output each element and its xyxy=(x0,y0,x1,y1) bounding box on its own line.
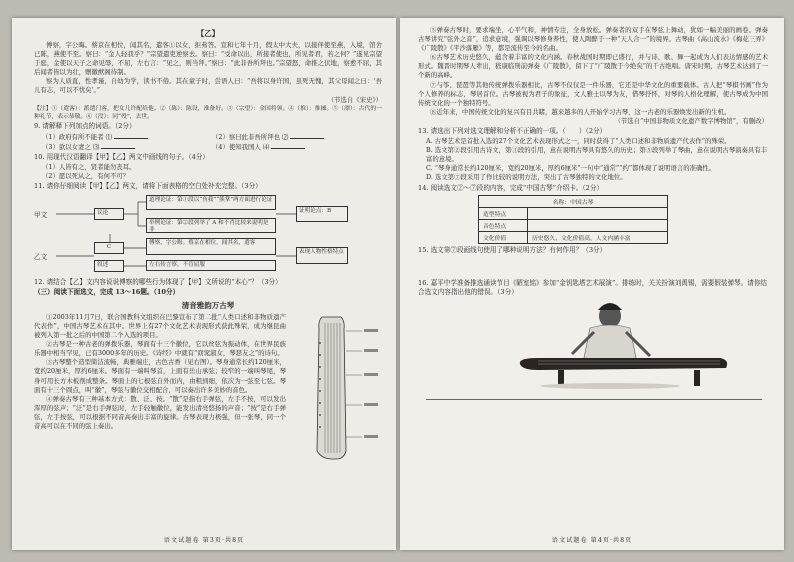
question-11-stem: 11. 请你仔细阅读【甲】【乙】两文，请将下面表格的空白处补充完整。（3分） xyxy=(34,182,262,191)
question-9-stem: 9. 请解释下列加点的词语。（2分） xyxy=(34,122,136,131)
card-row-label: 文化价值 xyxy=(479,232,528,244)
player-figure xyxy=(498,298,748,390)
question-10-item: （2）愿以死从之，有何不可？ xyxy=(42,171,130,180)
question-13-option-b[interactable]: B. 选文第②段引用古诗文，第③段的引用，意在说明古琴具有悠久的历史；第⑤段列举了琴曲，意在说明古琴演奏具有丰富的意境。 xyxy=(426,145,768,164)
passage-yi-paragraph: 察为人质直，性孝谨，自幼为学，读书不倦。其在童子时，尝语人曰：“吾将以身许国，虽死无愧，其父母闻之曰：‘吾儿有志，可以不忧矣’。” xyxy=(34,77,382,95)
question-9-item: （2）察曰此非吾所拜也 xyxy=(212,132,280,141)
passage-3-paragraph: ③古琴整个造型简洁流畅，典雅端庄，古色古香（见右图）。琴身通常长约120厘米，宽约20厘米，厚约6厘米。琴面有一端叫琴首，上面有岳山承弦；较窄的一端叫琴尾，琴身可用长方木板削成整条。琴面上的七根弦自外而内，由粗到细，依次为一弦至七弦。琴面有十三个圆点，叫“徽”，琴弦与徽位交相配合，可以奏出许多美妙的音色。 xyxy=(34,358,286,394)
passage-3-paragraph: ⑥古琴艺术历史悠久，蕴含着丰富的文化内涵。春秋战国时期即已盛行，并与诗、歌、舞一起成为人们表达情感的艺术形式。魏晋时期琴人辈出，嵇康临刑前弹奏《广陵散》，留下了“广陵散于今绝矣”的千古绝唱。唐宋时期，古琴艺术达到了一个新的高峰。 xyxy=(418,53,768,80)
card-answer-field[interactable] xyxy=(528,208,668,220)
question-13-option-c[interactable]: C. “琴身通常长约120厘米，宽约20厘米，厚约6厘米”一句中“通常”“约”都体现了说明语言的准确性。 xyxy=(426,164,716,173)
card-row-label: 音色特点 xyxy=(479,220,528,232)
guqin-player-illustration xyxy=(418,298,768,390)
passage-yi-paragraph: 傅察，字公晦。蔡京在相位，闻其名，遣客①以女，拒弗答。宣和七年十月，假太中大夫，以接伴使至燕，入境，馆舍已陈，燕使不至。察曰：“金人轻我乎？”宗望遣吏逆察去。察曰：“受命以出，所接者使也，所见者君，若之何？”遂见宗望于庭，金使以天子之命见辱，不屈，左右言：“见之，则当拜。”察曰：“此非吾所拜也。”宗望怒，命推之伏地，察愈不屈，其后闻者皆以为壮，赠徽猷阁待制。 xyxy=(34,41,382,77)
passage-3-paragraph: ①2003年11月7日，联合国教科文组织在巴黎宣布了第二批“人类口述和非物质遗产代表作”，中国古琴艺术在其中。世界上有27个文化艺术表现形式获此殊荣，成为继昆曲被列入第一批之后的中国第二个入选的项目。 xyxy=(34,312,286,340)
passage-3-paragraph: ④弹奏古琴有三种基本方式：散、泛、按。“散”是指右手弹弦，左手不按，可以发出浑厚的弦声；“泛”是右手弹弦时，左手轻触徽位，能发出清亮悠扬的声音；“按”是右手弹弦，左手按弦，可以根据不同音高奏出丰富的旋律。古琴表现力极强，但一张琴，同一个音高可以在不同的弦上奏出。 xyxy=(34,394,286,430)
answer-label: ⑵ xyxy=(282,132,289,141)
question-16-stem: 16. 嘉平中学准备推选诵读节目《陋室铭》参加“金钥匙塔艺术展演”。排练时，关关扮演刘禹锡，需要假装弹琴。请你结合选文内容指出他的错误。（3分） xyxy=(418,278,768,297)
diagram-node-c[interactable]: C xyxy=(94,242,124,254)
question-9-item: （3）欲以女妻之 xyxy=(42,142,91,151)
answer-blank[interactable] xyxy=(101,142,135,149)
card-answer-field[interactable] xyxy=(528,220,668,232)
question-16-answer-line[interactable] xyxy=(426,390,762,400)
question-9-item: （1）政府有所不能者 xyxy=(42,132,104,141)
guqin-diagram xyxy=(292,313,382,467)
diagram-box-daoli: 道理论证：第①段以“鱼我”“熊掌”两方面进行论证 xyxy=(146,195,276,210)
card-row-label: 造型特点 xyxy=(479,208,528,220)
passage-yi-heading: 【乙】 xyxy=(196,29,220,38)
exam-page-left xyxy=(12,18,396,550)
answer-label: ⑶ xyxy=(92,142,100,151)
question-9-item: （4）使知我国人 xyxy=(212,142,261,151)
diagram-box-xingge: 表现人物性格特点 xyxy=(296,247,348,264)
diagram-box-lundian[interactable]: 证明论点：B xyxy=(296,206,348,222)
answer-label: ⑴ xyxy=(105,132,113,141)
diagram-label-yi: 乙文 xyxy=(34,252,48,261)
passage-3-paragraph: ⑤弹奏古琴时，要求端坐，心平气和，神情专注，全身放松。弹奏者的双手在琴弦上舞动，犹如一幅美丽的画卷。弹奏古琴讲究“弦外之音”，追求意境，强调以琴修身养性，使人陶醉于一种“天人合一”的境界。古琴曲《高山流水》《梅花三弄》《广陵散》《平沙落雁》等，都是流传至今的名曲。 xyxy=(418,26,768,53)
answer-blank[interactable] xyxy=(114,132,148,139)
diagram-box-juli: 举例论证：第②段列举了 A 和不肖比较来说明是非 xyxy=(146,218,276,233)
card-title: 名称：中国古琴 xyxy=(479,196,668,208)
section-3-heading: （三）阅读下面选文，完成 13～16题。（10分） xyxy=(34,288,180,297)
guqin-illustration xyxy=(292,313,382,463)
passage-3-title: 清音雅韵万古琴 xyxy=(181,300,235,310)
question-15-stem: 15. 选文第⑦段画线句使用了哪种说明方法？有何作用？（3分） xyxy=(418,246,607,255)
answer-blank[interactable] xyxy=(290,132,324,139)
question-9-row xyxy=(42,142,382,152)
question-11-diagram xyxy=(34,194,382,276)
passage-3-paragraph: ②古琴是一种古老的弹拨乐器，琴面有十三个徽位，它以丝弦为振动体，在世界民族乐器中相当罕见，已有3000多年的历史。《诗经》中就有“窈窕淑女，琴瑟友之”的诗句。 xyxy=(34,340,286,358)
diagram-node-shulie: 叙述 xyxy=(94,260,124,272)
diagram-box-yi-action: 左右传言察，不肯屈服 xyxy=(146,260,276,271)
page-footer: 语文试题卷 第4页·共8页 xyxy=(551,537,633,544)
passage-3-source: （节选自“中国非物质文化遗产数字博物馆”，有删改） xyxy=(614,116,768,125)
question-9-row xyxy=(42,132,382,142)
guqin-intro-card xyxy=(478,195,668,244)
diagram-label-jia: 甲文 xyxy=(34,210,48,219)
question-13-option-a[interactable]: A. 古琴艺术是首批入选的27个文化艺术表现形式之一，同时获得了“人类口述和非物质遗产代表作”的殊荣。 xyxy=(426,136,731,145)
passage-yi-source: （节选自《宋史》） xyxy=(327,95,382,104)
question-14-stem: 14. 阅读选文②～⑦段的内容，完成“中国古琴”介绍卡。（2分） xyxy=(418,183,604,192)
diagram-node-yilun: 议论 xyxy=(94,208,124,220)
passage-3-paragraph: ⑧近年来，中国传统文化的复兴有目共睹，越来越多的人开始学习古琴，这一古老的乐器焕发出新的生机。 xyxy=(430,107,731,116)
page-footer: 语文试题卷 第3页·共8页 xyxy=(163,537,245,544)
passage-3-paragraph: ⑦与筝、琵琶等其他传统弹拨乐器相比，古琴不仅仅是一件乐器，它还是中华文化的重要载体。古人把“琴棋书画”作为个人修养的标志，琴居首位。古琴被视为君子的象征，文人雅士以琴为友，借琴抒怀，对琴的人格化理解，使古琴成为中国传统文化的一个独特符号。 xyxy=(418,80,768,107)
question-10-item: （1）人皆有之，贤者能勿丧耳。 xyxy=(42,162,136,171)
answer-blank[interactable] xyxy=(271,142,305,149)
question-10-stem: 10. 用现代汉语翻译【甲】【乙】两文中画线的句子。（4分） xyxy=(34,153,210,162)
question-13-stem: 13. 请选出下列对选文理解和分析不正确的一项。（ ）（2分） xyxy=(418,127,607,136)
question-13-option-d[interactable]: D. 选文第⑦段采用了作比较的说明方法，突出了古琴独特的文化地位。 xyxy=(426,173,627,182)
exam-page-right xyxy=(400,18,784,550)
question-12-stem: 12. 请结合【乙】文内容说说傅察的哪些行为体现了【甲】文所说的“本心”？（3分） xyxy=(34,277,282,286)
diagram-box-yi-detail: 傅察，字公晦。蔡京在相位，闻其名，遣客 xyxy=(146,238,276,255)
passage-yi-notes: 【注】①（遣客）：派遣门客，把女儿许配给他。②（陈）：陈设，准备好。③（宗望）：金国将领。④（推）：推搡。⑤（漂）：古代的一种礼节，表示恭敬。⑥（没）：同“殁”，去世。 xyxy=(34,105,382,120)
card-value: 历史悠久、文化价值高，人文内涵丰富 xyxy=(528,232,668,244)
answer-label: ⑷ xyxy=(262,142,270,151)
